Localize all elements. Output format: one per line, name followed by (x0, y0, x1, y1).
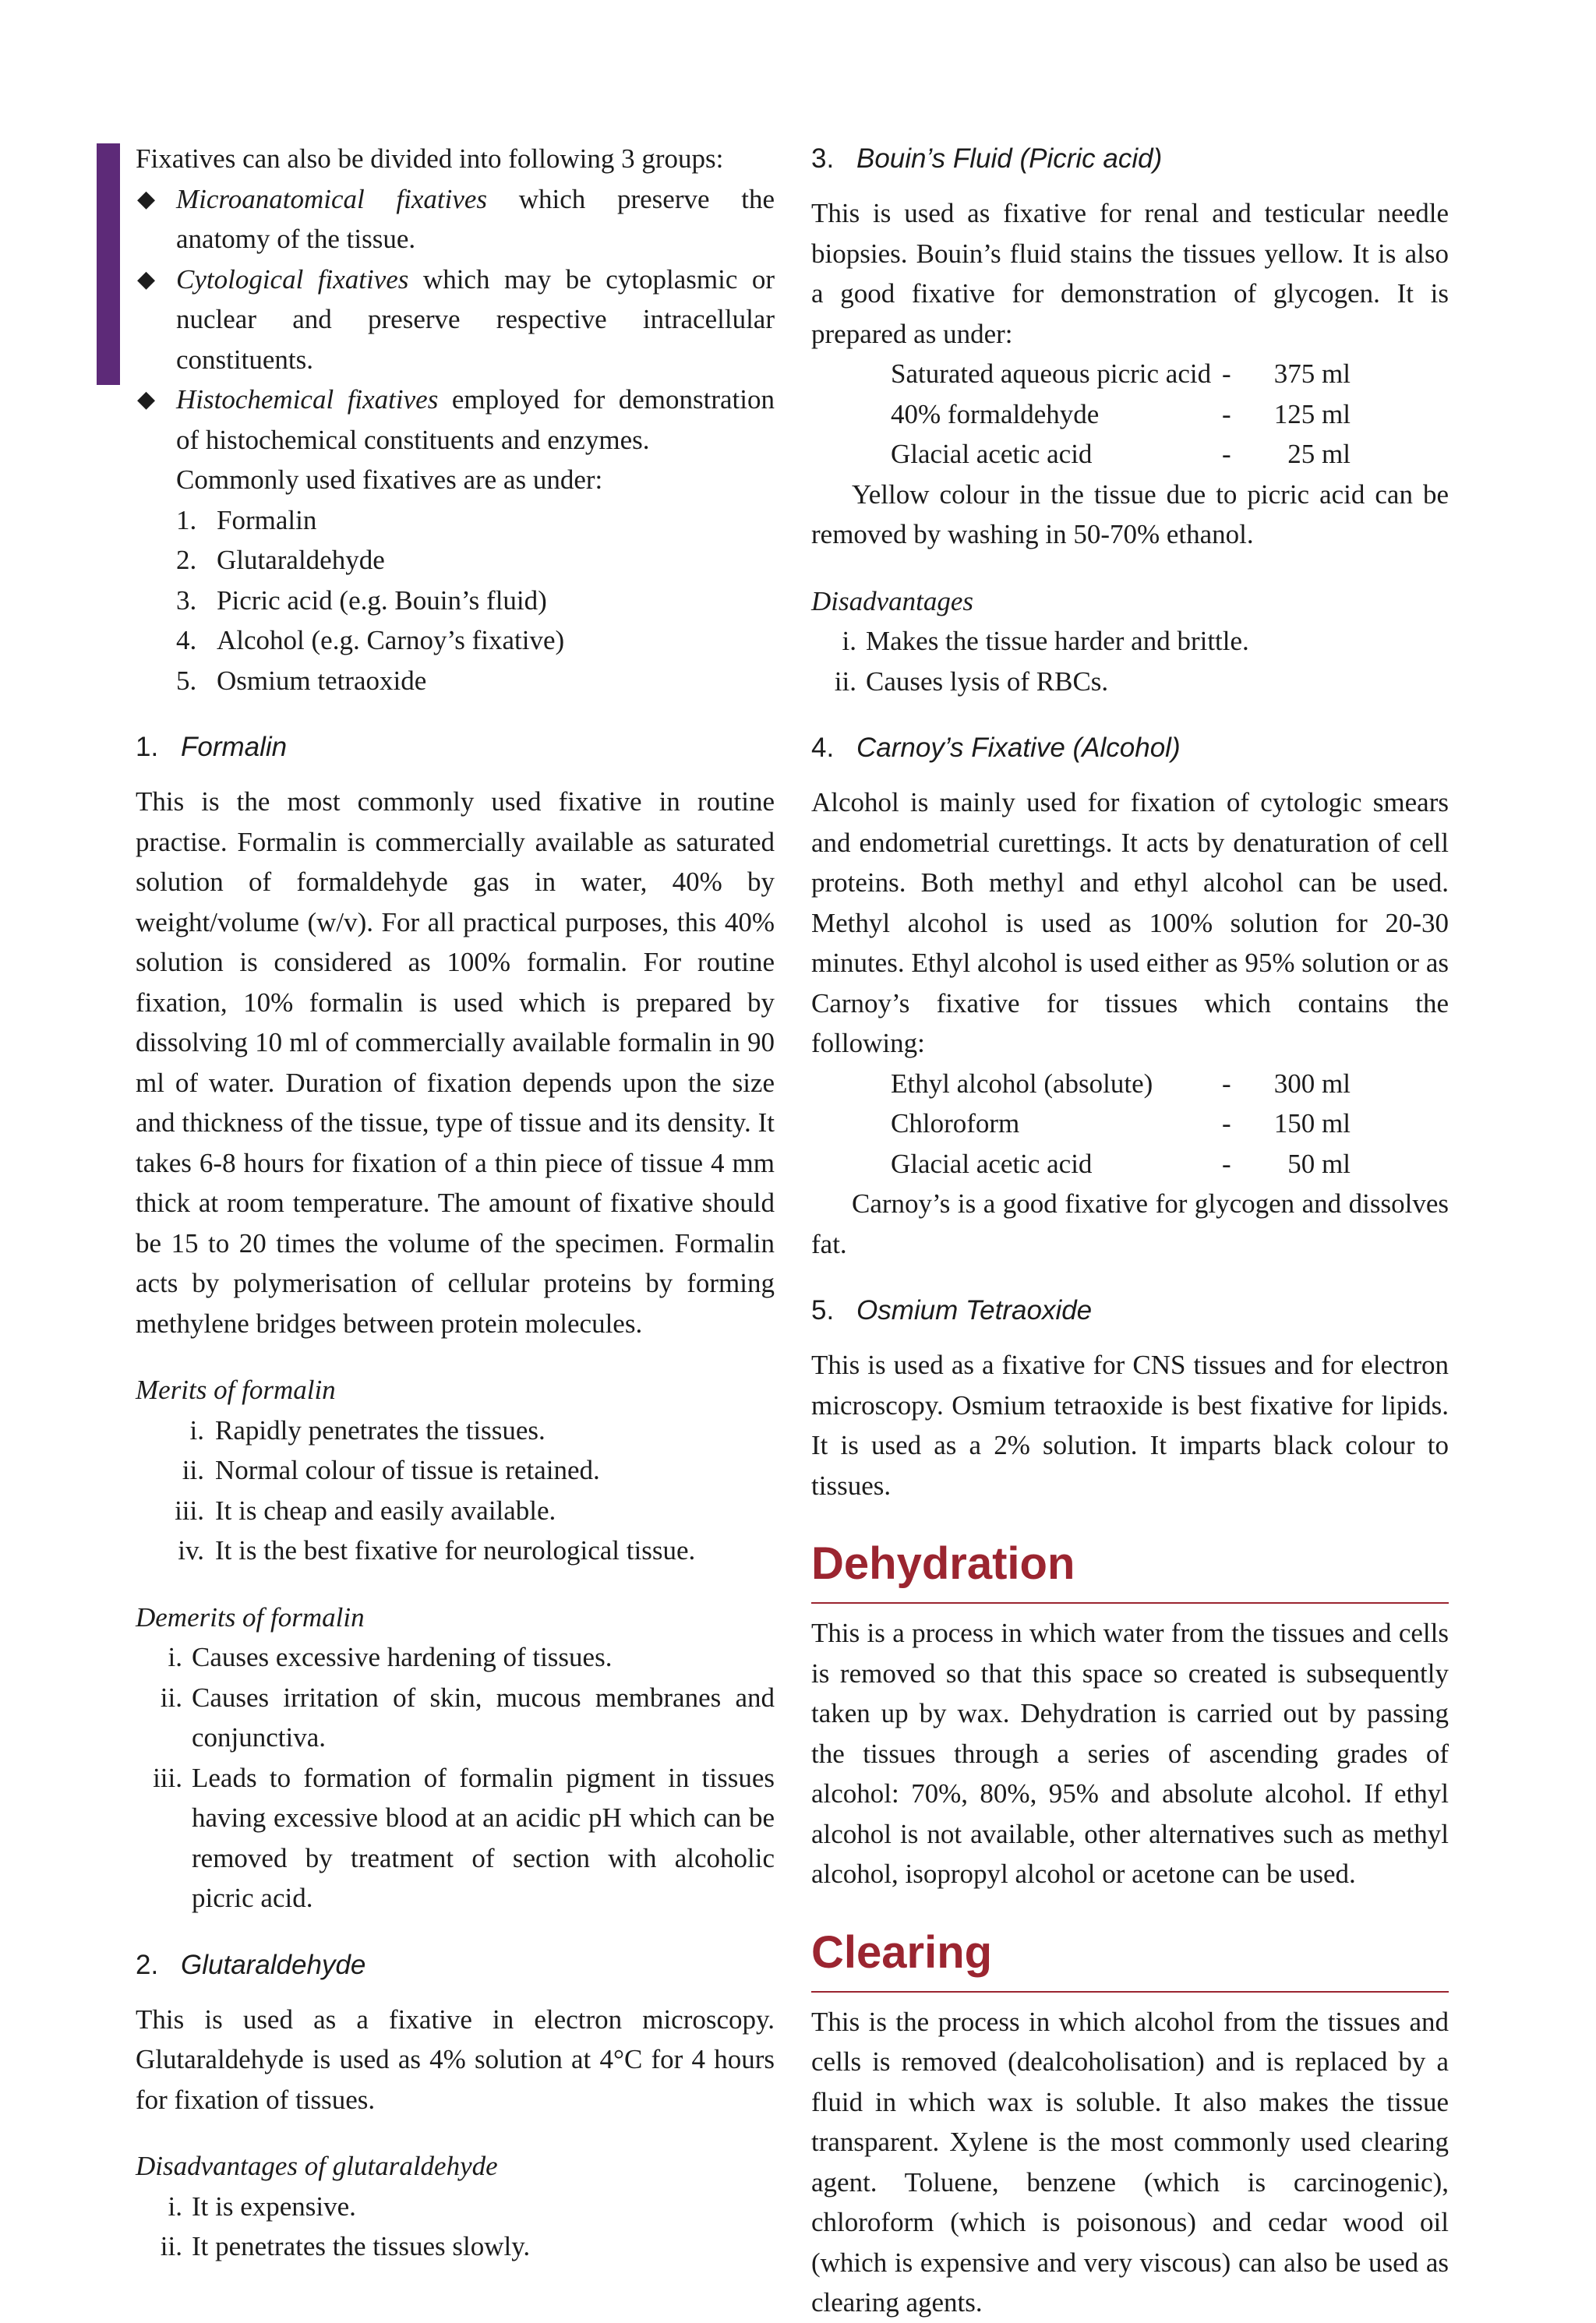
list-item: 2. Glutaraldehyde (176, 545, 385, 575)
recipe-row: Ethyl alcohol (absolute) - 300 ml (891, 1068, 1351, 1099)
list-item: ii. It penetrates the tissues slowly. (160, 2231, 531, 2261)
glutaraldehyde-disadvantages-heading: Disadvantages of glutaraldehyde (136, 2151, 498, 2181)
bouin-recipe (811, 354, 1449, 475)
list-item: ◆ Cytological fixatives which may be cytoplasmic or nuclear and preserve respective intracellular constituents. (136, 259, 775, 380)
list-item: iii. Leads to formation of formalin pigment in tissues having excessive blood at an acidic pH which can be removed by treatment of section with alcoholic picric acid. (153, 1762, 775, 1913)
list-item: ii. Causes irritation of skin, mucous membranes and conjunctiva. (160, 1682, 775, 1753)
merits-heading: Merits of formalin (136, 1375, 336, 1405)
clearing-heading: Clearing (811, 1926, 1449, 1993)
diamond-bullet-icon: ◆ (137, 387, 156, 412)
accent-bar (97, 143, 120, 385)
list-item: ii. Causes lysis of RBCs. (834, 665, 1109, 697)
glutaraldehyde-body: This is used as a fixative in electron microscopy. Glutaraldehyde is used as 4% solution at 4°C for 4 hours for fixation of tissues. (136, 2003, 775, 2115)
recipe-row: Saturated aqueous picric acid - 375 ml (891, 358, 1351, 389)
bouin-heading: 3. Bouin’s Fluid (Picric acid) (811, 143, 1163, 174)
list-item: 4. Alcohol (e.g. Carnoy’s fixative) (176, 625, 565, 655)
carnoy-recipe (811, 1064, 1449, 1184)
glutaraldehyde-heading: 2. Glutaraldehyde (136, 1949, 366, 1980)
list-item: 1. Formalin (176, 504, 317, 535)
list-item: ii. Normal colour of tissue is retained. (182, 1455, 600, 1485)
common-fixatives-list (136, 500, 775, 701)
recipe-row: Glacial acetic acid - 50 ml (891, 1148, 1351, 1179)
list-item: i. Makes the tissue harder and brittle. (842, 626, 1249, 656)
recipe-row: Glacial acetic acid - 25 ml (891, 439, 1351, 469)
diamond-bullet-icon: ◆ (137, 266, 156, 292)
list-item: ◆ Histochemical fixatives employed for demonstration of histochemical constituents and enzymes. (136, 380, 775, 460)
list-item: 5. Osmium tetraoxide (176, 665, 427, 696)
formalin-body: This is the most commonly used fixative in routine practise. Formalin is commercially available as saturated solution of formaldehyde gas in water, 40% by weight/volume (w/v). For all practical purposes, this 40% solution is considered as 100% formalin. For routine fixation, 10% formalin is used which is prepared by dissolving 10 ml of commercially available formalin in 90 ml of water. Duration of fixation depends upon the size and thickness of the tissue, type of tissue and its density. It takes 6-8 hours for fixation of a thin piece of tissue 4 mm thick at room temperature. The amount of fixative should be 15 to 20 times the volume of the specimen. Formalin acts by polymerisation of cellular proteins by forming methylene bridges between protein molecules. (136, 786, 775, 1339)
list-item: i. It is expensive. (168, 2191, 356, 2222)
dehydration-heading: Dehydration (811, 1537, 1449, 1604)
list-item: i. Causes excessive hardening of tissues. (168, 1642, 613, 1672)
list-item: iii. It is cheap and easily available. (175, 1495, 556, 1526)
right-column (811, 139, 1449, 2323)
groups-intro: Fixatives can also be divided into following 3 groups: (136, 143, 724, 174)
merits-list (136, 1410, 775, 1571)
bouin-body: This is used as fixative for renal and testicular needle biopsies. Bouin’s fluid stains the tissues yellow. It is also a good fixative for demonstration of glycogen. It is prepared as under: (811, 198, 1449, 349)
carnoy-heading: 4. Carnoy’s Fixative (Alcohol) (811, 733, 1181, 763)
demerits-list (136, 1637, 775, 1919)
carnoy-body: Alcohol is mainly used for fixation of cytologic smears and endometrial curettings. It acts by denaturation of cell proteins. Both methyl and ethyl alcohol can be used. Methyl alcohol is used as 100% solution for 20-30 minutes. Ethyl alcohol is used either as 95% solution or as Carnoy’s fixative for tissues which contains the following: (811, 787, 1449, 1058)
recipe-row: 40% formaldehyde - 125 ml (891, 398, 1351, 429)
recipe-row: Chloroform - 150 ml (891, 1108, 1351, 1139)
osmium-heading: 5. Osmium Tetraoxide (811, 1295, 1093, 1326)
osmium-body: This is used as a fixative for CNS tissues and for electron microscopy. Osmium tetraoxide is best fixative for lipids. It is used as a 2% solution. It imparts black colour to tissues. (811, 1350, 1449, 1501)
diamond-bullet-icon: ◆ (137, 185, 156, 212)
demerits-heading: Demerits of formalin (136, 1601, 365, 1633)
bouin-disadvantages-heading: Disadvantages (811, 585, 974, 616)
dehydration-body: This is a process in which water from the tissues and cells is removed so that this space so created is subsequently taken up by wax. Dehydration is carried out by passing the tissues through a series of ascending grades of alcohol: 70%, 80%, 95% and absolute alcohol. If ethyl alcohol is not available, other alternatives such as methyl alcohol, isopropyl alcohol or acetone can be used. (811, 1618, 1449, 1889)
carnoy-note: Carnoy’s is a good fixative for glycogen and dissolves fat. (811, 1188, 1449, 1259)
clearing-body: This is the process in which alcohol from the tissues and cells is removed (dealcoholisation) and is replaced by a fluid in which wax is soluble. It also makes the tissue transparent. Xylene is the most commonly used clearing agent. Toluene, benzene (which is carcinogenic), chloroform (which is poisonous) and cedar wood oil (which is expensive and very viscous) can also be used as clearing agents. (811, 2006, 1449, 2318)
list-item: ◆ Microanatomical fixatives which preserve the anatomy of the tissue. (136, 179, 775, 259)
list-item: i. Rapidly penetrates the tissues. (189, 1414, 546, 1446)
bouin-note: Yellow colour in the tissue due to picric acid can be removed by washing in 50-70% ethanol. (811, 478, 1449, 549)
list-item: 3. Picric acid (e.g. Bouin’s fluid) (176, 584, 547, 616)
bouin-disadvantages-list (811, 621, 1449, 701)
glutaraldehyde-disadvantages-list (136, 2187, 775, 2267)
common-fixatives-intro: Commonly used fixatives are as under: (176, 464, 603, 495)
list-item: iv. It is the best fixative for neurological tissue. (178, 1535, 696, 1566)
formalin-heading: 1. Formalin (136, 732, 288, 762)
fixative-groups-list (136, 179, 775, 461)
left-column (136, 139, 775, 2293)
